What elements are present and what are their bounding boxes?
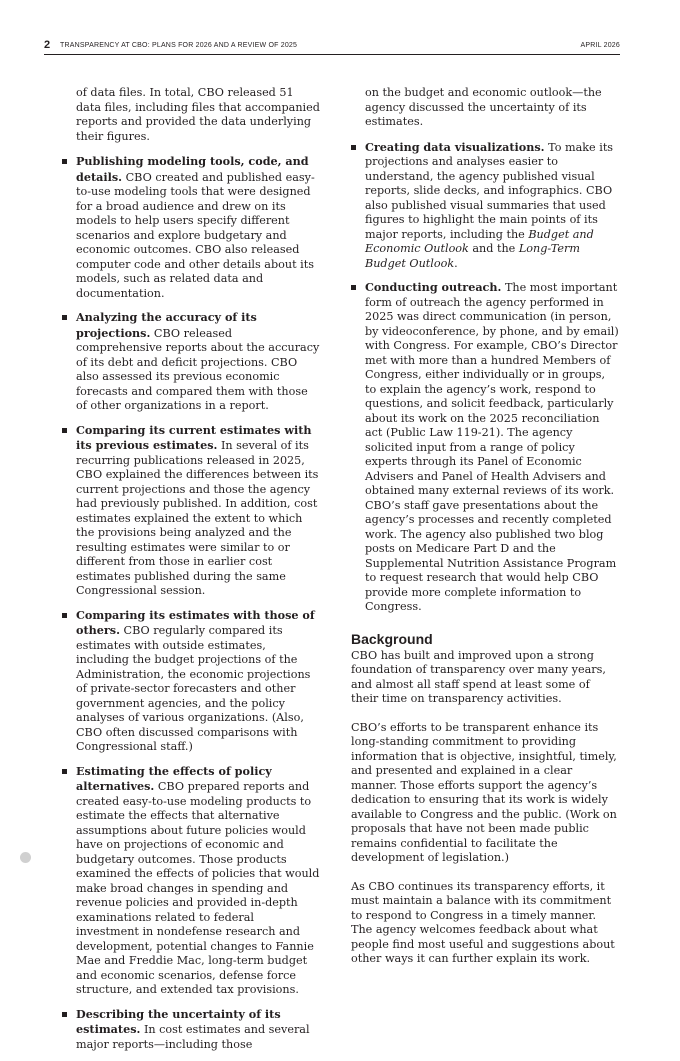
paragraph: As CBO continues its transparency efforts, it must maintain a balance with its commitment to respond to Congress in a timely manner. The agency welcomes feedback about what people find most useful and suggestions about other ways it can further explain its work. bbox=[351, 879, 615, 965]
page-number: 2 bbox=[44, 39, 51, 51]
list-item bbox=[351, 140, 619, 272]
bullet-text: CBO prepared reports and created easy-to-use modeling products to estimate the effects that alternative assumptions about future policies would have on projections of economic and budgetary outcomes. Those products examined the effects of policies that would make broad changes in spending and revenue policies and provided in-depth examinations related to federal investment in nondefense research and development, potential changes to Fannie Mae and Freddie Mac, long-term budget and economic scenarios, defense force structure, and extended tax provisions. bbox=[76, 780, 320, 996]
list-item bbox=[62, 423, 320, 599]
bullet-lead: Publishing modeling tools, code, and details. bbox=[76, 154, 309, 184]
bullet-text: CBO released comprehensive reports about the accuracy of its debt and deficit projections. CBO also assessed its previous economic forecasts and compared them with those of other organizations in a report. bbox=[76, 326, 320, 412]
bullet-lead: Conducting outreach. bbox=[365, 280, 502, 294]
bullet-icon bbox=[62, 315, 67, 320]
list-item bbox=[62, 608, 320, 755]
continuation-text: on the budget and economic outlook—the agency discussed the uncertainty of its estimates. bbox=[365, 86, 602, 128]
list-item bbox=[62, 310, 320, 414]
page-header bbox=[44, 40, 620, 55]
list-item bbox=[62, 1007, 320, 1053]
bullet-lead: Estimating the effects of policy alternatives. bbox=[76, 763, 272, 793]
document-title: TRANSPARENCY AT CBO: PLANS FOR 2026 AND A REVIEW OF 2025 bbox=[60, 42, 298, 49]
bullet-text: To make its projections and analyses easier to understand, the agency published visual reports, slide decks, and infographics. CBO also published visual summaries that used figures to highlight the main points of its major reports, including the bbox=[365, 140, 614, 241]
bullet-list bbox=[62, 154, 320, 1052]
bullet-icon bbox=[62, 428, 67, 433]
bullet-text: CBO regularly compared its estimates with outside estimates, including the budget projections of the Administration, the economic projections of private-sector forecasters and other government agencies, and the policy analyses of various organizations. (Also, CBO often discussed comparisons with Congressional staff.) bbox=[76, 624, 311, 753]
bullet-text: . bbox=[454, 256, 458, 270]
list-item bbox=[351, 280, 619, 615]
bullet-lead: Comparing its current estimates with its previous estimates. bbox=[76, 422, 312, 452]
bullet-text: In several of its recurring publications released in 2025, CBO explained the differences between its current projections and those the agency had previously published. In addition, cost estimates explained the extent to which the provisions being analyzed and the resulting estimates were similar to or different from those in earlier cost estimates published during the same Congressional session. bbox=[76, 439, 319, 597]
bullet-icon bbox=[351, 145, 356, 150]
bullet-icon bbox=[351, 285, 356, 290]
bullet-icon bbox=[62, 1012, 67, 1017]
bullet-icon bbox=[62, 769, 67, 774]
bullet-text: The most important form of outreach the agency performed in 2025 was direct communication (in person, by videoconference, by phone, and by email) with Congress. For example, CBO’s Director met with more than a hundred Members of Congress, either individually or in groups, to explain the agency’s work, respond to questions, and solicit feedback, particularly about its work on the 2025 reconciliation act (Public Law 119-21). The agency solicited input from a range of policy experts through its Panel of Economic Advisers and Panel of Health Advisers and obtained many external reviews of its work. CBO’s staff gave presentations about the agency’s processes and recently completed work. The agency also published two blog posts on Medicare Part D and the Supplemental Nutrition Assistance Program to request research that would help CBO provide more complete information to Congress. bbox=[365, 281, 619, 613]
section-heading: Background bbox=[351, 630, 433, 647]
paragraph: CBO’s efforts to be transparent enhance its long-standing commitment to providing information that is objective, insightful, timely, and presented and explained in a clear manner. Those efforts support the agency’s dedication to ensuring that its work is widely available to Congress and the public. (Work on proposals that have not been made public remains confidential to facilitate the development of legislation.) bbox=[351, 720, 617, 864]
continuation-text: of data files. In total, CBO released 51 data files, including files that accompanied reports and provided the data underlying their figures. bbox=[76, 86, 320, 143]
paragraph: CBO has built and improved upon a strong foundation of transparency over many years, and almost all staff spend at least some of their time on transparency activities. bbox=[351, 648, 606, 705]
report-title: Budget and Economic Outlook bbox=[365, 227, 594, 255]
bullet-text: CBO created and published easy-to-use modeling tools that were designed for a broad audience and drew on its models to help users specify different scenarios and explore budgetary and economic outcomes. CBO also released computer code and other details about its models, such as related data and documentation. bbox=[76, 170, 315, 300]
bullet-icon bbox=[62, 159, 67, 164]
bullet-lead: Analyzing the accuracy of its projections. bbox=[76, 310, 257, 340]
corner-mark-icon bbox=[20, 852, 31, 863]
bullet-text: In cost estimates and several major reports—including those bbox=[76, 1023, 310, 1051]
bullet-list bbox=[351, 140, 619, 615]
bullet-lead: Describing the uncertainty of its estimates. bbox=[76, 1006, 281, 1036]
report-title: Long-Term Budget Outlook bbox=[365, 242, 580, 270]
left-column bbox=[62, 86, 320, 1061]
bullet-text: and the bbox=[468, 242, 519, 255]
bullet-lead: Comparing its estimates with those of others. bbox=[76, 607, 315, 637]
bullet-lead: Creating data visualizations. bbox=[365, 139, 545, 154]
list-item bbox=[62, 154, 320, 301]
document-date: APRIL 2026 bbox=[580, 42, 620, 49]
bullet-icon bbox=[62, 613, 67, 618]
list-item bbox=[62, 764, 320, 998]
right-column bbox=[351, 86, 619, 981]
